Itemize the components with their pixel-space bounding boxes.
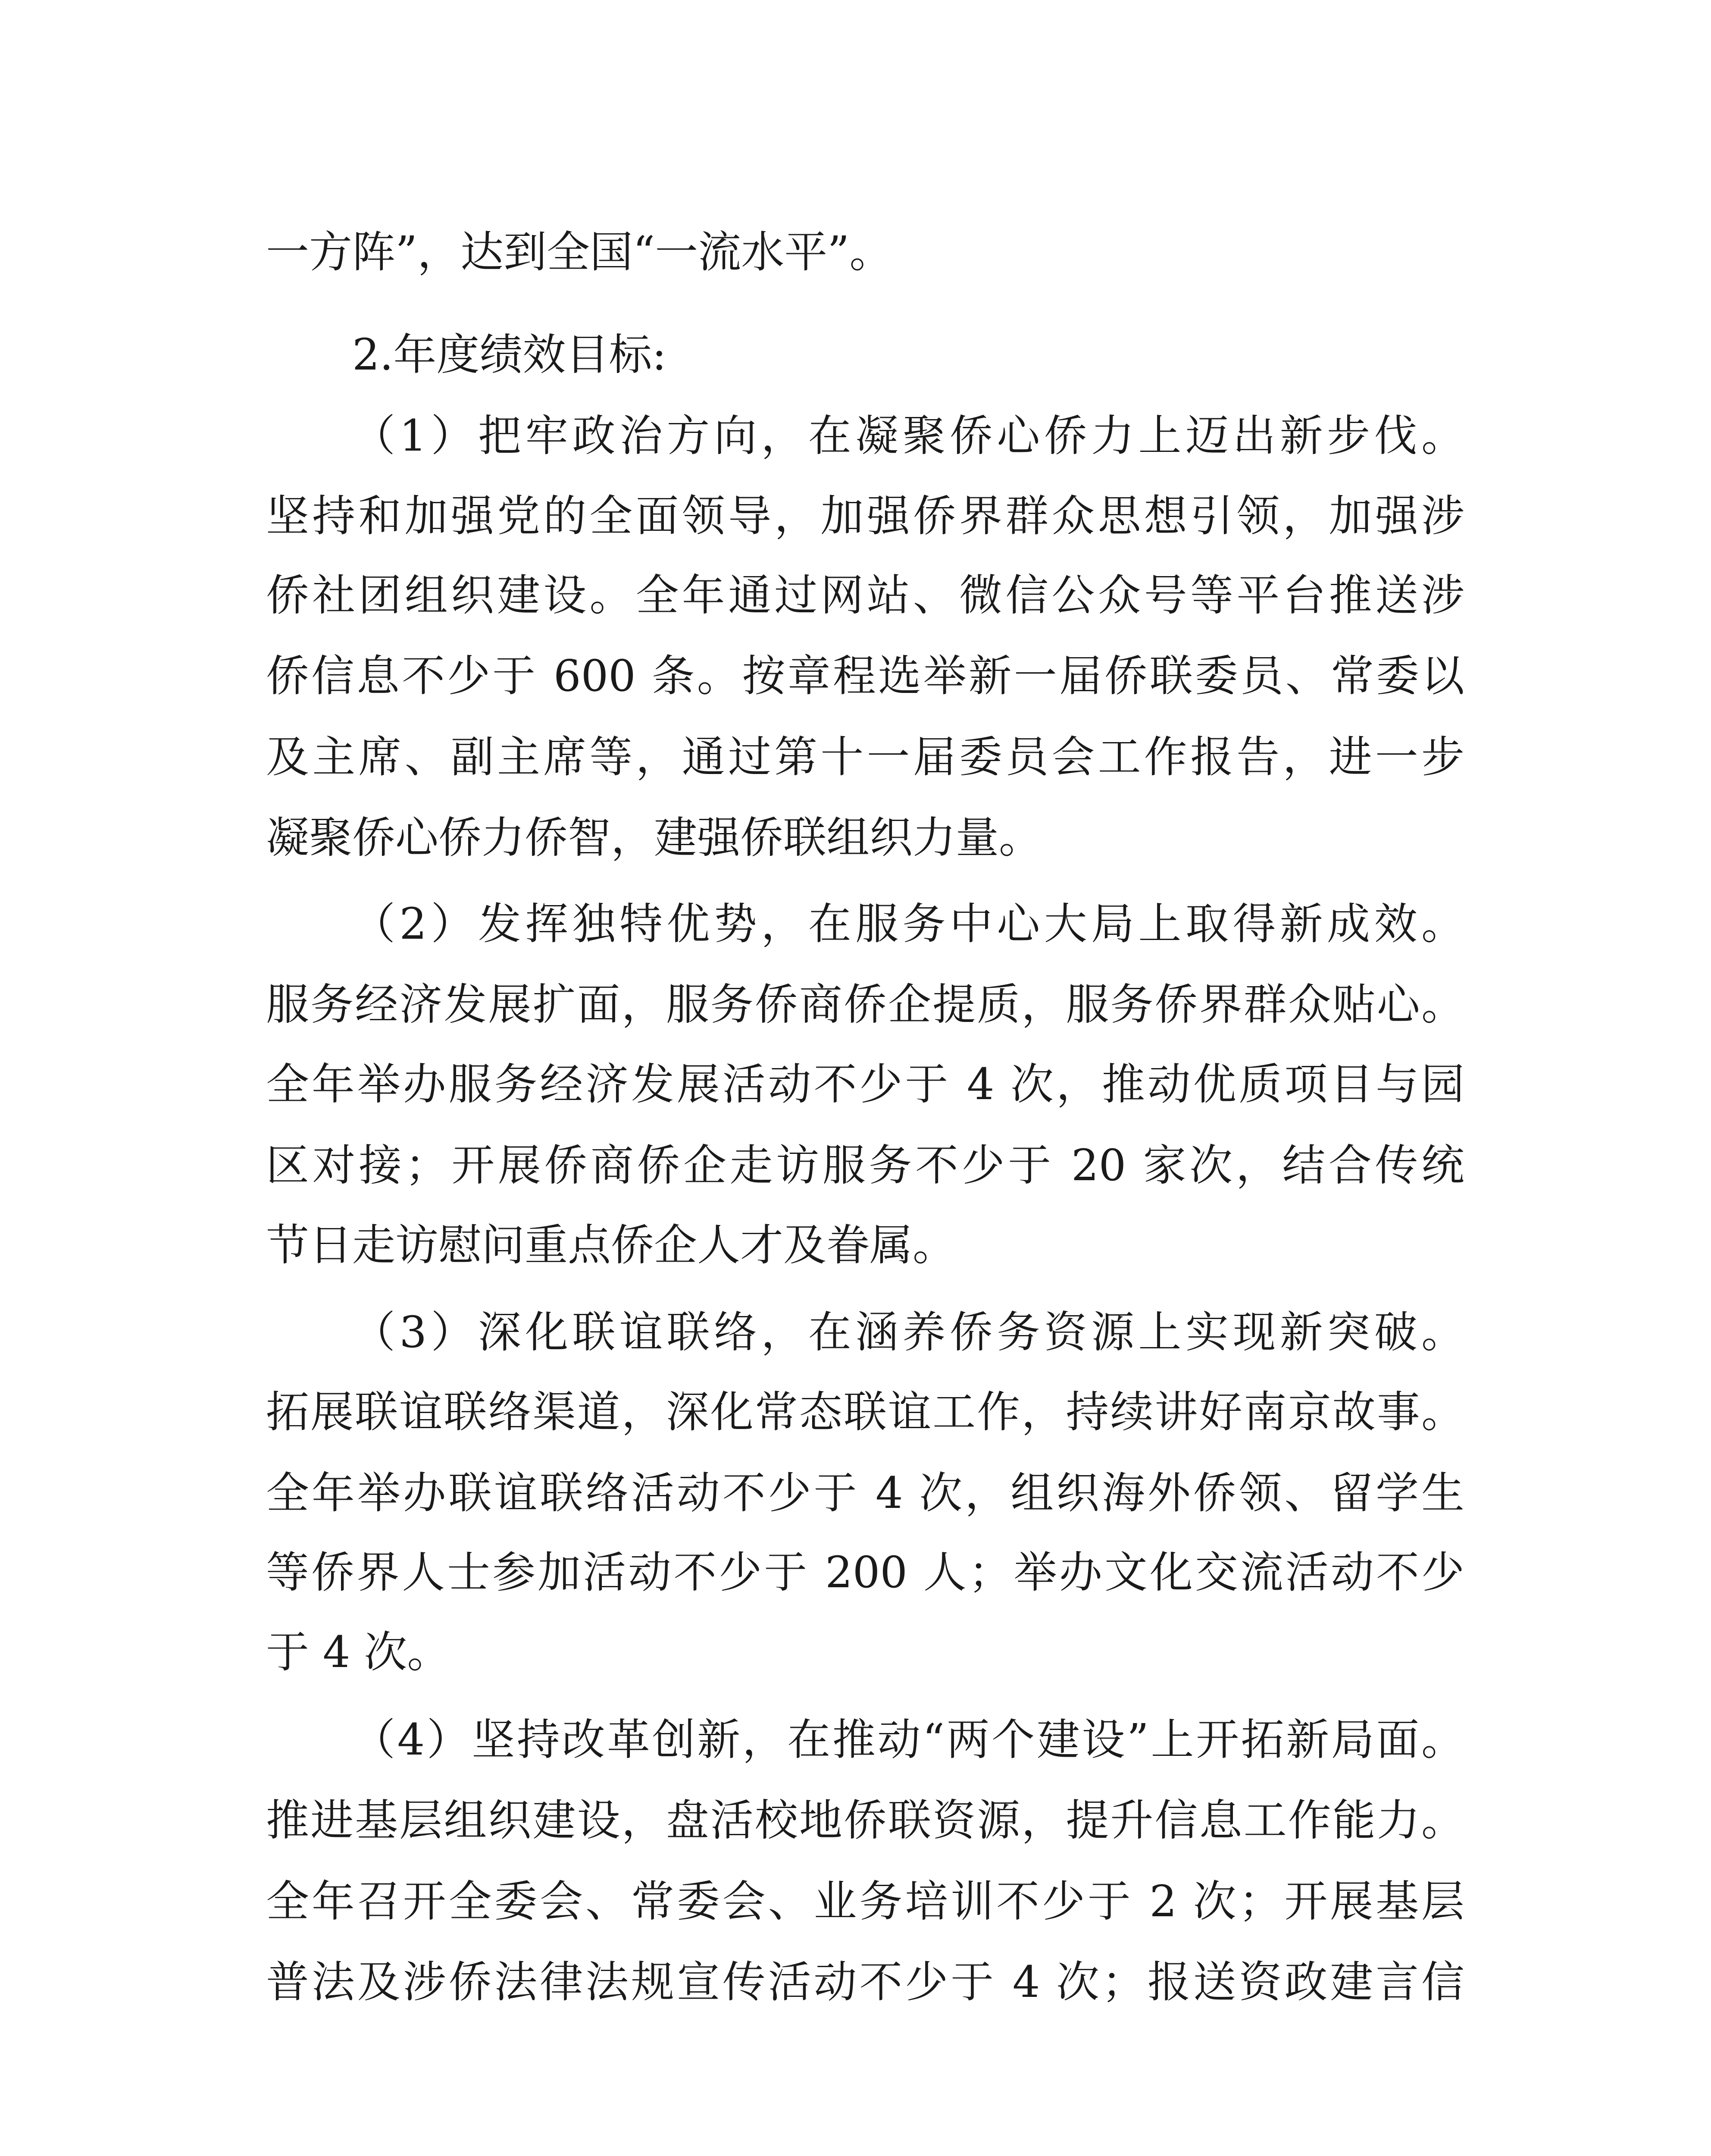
body-text-line: 侨信息不少于 600 条。按章程选举新一届侨联委员、常委以 <box>266 651 1464 701</box>
body-text-line: 及主席、副主席等，通过第十一届委员会工作报告，进一步 <box>266 732 1464 782</box>
body-text-line: 全年举办服务经济发展活动不少于 4 次，推动优质项目与园 <box>266 1059 1464 1109</box>
subsection-heading: （1）把牢政治方向，在凝聚侨心侨力上迈出新步伐。 <box>352 411 1464 461</box>
body-text-line: 普法及涉侨法律法规宣传活动不少于 4 次；报送资政建言信 <box>266 1957 1464 2007</box>
body-text-line: 坚持和加强党的全面领导，加强侨界群众思想引领，加强涉 <box>266 491 1464 541</box>
body-text-line: 凝聚侨心侨力侨智，建强侨联组织力量。 <box>266 812 1042 863</box>
body-text-line: 全年召开全委会、常委会、业务培训不少于 2 次；开展基层 <box>266 1876 1464 1927</box>
subsection-heading: （2）发挥独特优势，在服务中心大局上取得新成效。 <box>352 899 1464 949</box>
body-text-line: 全年举办联谊联络活动不少于 4 次，组织海外侨领、留学生 <box>266 1468 1464 1518</box>
body-text-line: 一方阵”，达到全国“一流水平”。 <box>266 227 893 277</box>
body-text-line: 区对接；开展侨商侨企走访服务不少于 20 家次，结合传统 <box>266 1140 1464 1191</box>
subsection-heading: （4）坚持改革创新，在推动“两个建设”上开拓新局面。 <box>352 1714 1464 1765</box>
body-text-line: 等侨界人士参加活动不少于 200 人；举办文化交流活动不少 <box>266 1547 1464 1598</box>
body-text-line: 于 4 次。 <box>266 1627 450 1677</box>
body-text-line: 拓展联谊联络渠道，深化常态联谊工作，持续讲好南京故事。 <box>266 1387 1464 1437</box>
body-text-line: 侨社团组织建设。全年通过网站、微信公众号等平台推送涉 <box>266 570 1464 620</box>
body-text-line: 节日走访慰问重点侨企人才及眷属。 <box>266 1220 956 1270</box>
subsection-heading: （3）深化联谊联络，在涵养侨务资源上实现新突破。 <box>352 1307 1464 1357</box>
body-text-line: 服务经济发展扩面，服务侨商侨企提质，服务侨界群众贴心。 <box>266 979 1464 1030</box>
section-heading: 2.年度绩效目标: <box>352 329 667 380</box>
body-text-line: 推进基层组织建设，盘活校地侨联资源，提升信息工作能力。 <box>266 1795 1464 1846</box>
